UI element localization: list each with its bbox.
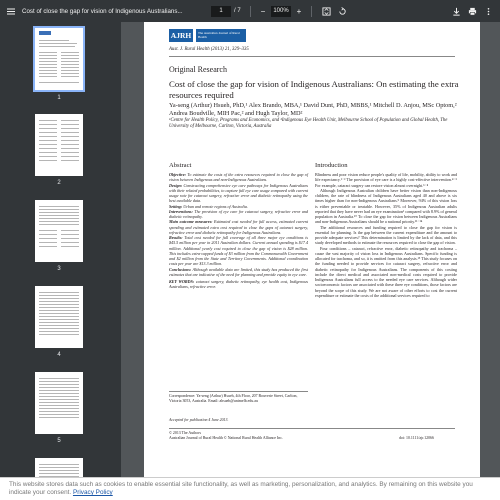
toolbar-divider — [311, 6, 312, 17]
thumbnail-page-number: 2 — [57, 180, 61, 186]
thumbnail-page-number: 4 — [57, 352, 61, 358]
pdf-toolbar — [0, 0, 500, 22]
print-icon[interactable] — [464, 0, 480, 22]
page-thumbnail[interactable] — [35, 114, 83, 176]
thumbnail-page-number: 1 — [57, 95, 61, 101]
page-total: / 7 — [234, 8, 241, 14]
thumbnail-sidebar — [0, 22, 121, 500]
article-section: Original Research — [169, 65, 227, 74]
page-thumbnail[interactable] — [35, 372, 83, 434]
doi: doi: 10.1111/ajr.12066 — [399, 436, 434, 440]
fit-page-icon[interactable] — [318, 0, 334, 22]
divider — [169, 428, 455, 429]
thumbnail-page-number: 3 — [57, 266, 61, 272]
more-options-icon[interactable] — [480, 0, 496, 22]
citation: Aust. J. Rural Health (2013) 21, 329–335 — [169, 47, 249, 52]
menu-icon[interactable] — [0, 0, 22, 22]
cookie-text: This website stores data such as cookies to enable essential site functionality, as well as marketing, personalization, and analytics. By remaining on this website you indicate your consent. Privacy Policy — [9, 481, 473, 496]
divider — [169, 391, 308, 392]
intro-paragraph: Blindness and poor vision reduce people's quality of life, mobility, ability to work and life expectancy.¹⁻³ The provision of eye care is a highly cost-effective intervention.⁴⁻⁶ For example, cataract surgery can restore vision almost overnight.⁶⁻⁸ — [315, 172, 457, 188]
article-title: Cost of close the gap for vision of Indigenous Australians: On estimating the extra resources required — [169, 79, 459, 100]
intro-paragraph: The additional resources and funding required to close the gap for vision is essential for planning. Is the gap between the current expenditure and the amount to provide adequate services? This determination is limited by the lack of data, and this study developed methods to estimate the resources required to close the gap of vision. — [315, 224, 457, 246]
download-icon[interactable] — [448, 0, 464, 22]
article-authors: Ya-seng (Arthur) Hsueh, PhD,¹ Alex Brando, MBA,¹ David Dunt, PhD, MBBS,¹ Mitchell D. Anjou, MSc Optom,² Andrea Boudville, MIH Pac,² and Hugh Taylor, MD² — [169, 102, 457, 117]
abstract-text: Objective: To estimate the costs of the extra resources required to close the gap of vision between Indigenous and non-Indigenous Australians. Design: Constructing comprehensive eye care pathways for Indigenous Australians with their related probabilities, to capture full eye care usage compared with current usage rate for cataract surgery, refractive error and diabetic retinopathy using the best available data. Setting: Urban and remote regions of Australia. Interventions: The provision of eye care for cataract surgery, refractive error and diabetic retinopathy. Main outcome measures: Estimated cost needed for full access, estimated current spending and estimated extra cost required to close the gaps of cataract surgery, refractive error and diabetic retinopathy for Indigenous Australians. Results: Total cost needed for full coverage of all three major eye conditions is $45.5 million per year in 2011 Australian dollars. Current annual spending is $17.4 million. Additional yearly cost required to close the gap of vision is $28 million. This includes extra-capped funds of $3 million from the Commonwealth Government and $2 million from the State and Territory Governments. Additional coordination costs per year are $13.3 million. Conclusions: Although available data are limited, this study has produced the first estimates that are indicative of the need for planning and provide equity in eye care. KEY WORDS: cataract surgery, diabetic retinopathy, eye health cost, Indigenous Australians, refractive error. — [169, 172, 309, 290]
rotate-icon[interactable] — [334, 0, 350, 22]
toolbar-divider — [250, 6, 251, 17]
zoom-level-input[interactable]: 100% — [271, 6, 291, 17]
page-thumbnail[interactable] — [35, 200, 83, 262]
introduction-column — [315, 162, 457, 298]
pdf-page — [144, 22, 480, 477]
journal-name: The Australian Journal of Rural Health — [196, 29, 246, 42]
author-affiliation: ¹Centre for Health Policy, Programs and Economics, and ²Indigenous Eye Health Unit, Melbourne School of Population and Global Health, The University of Melbourne, Carlton, Victoria, Australia — [169, 118, 448, 129]
accepted-date: Accepted for publication 4 June 2013. — [169, 418, 229, 422]
thumbnail-page-number: 5 — [57, 438, 61, 444]
document-title: Cost of close the gap for vision of Indigenous Australians... — [22, 7, 183, 15]
correspondence: Correspondence: Ya-seng (Arthur) Hsueh, 4th Floor, 207 Bouverie Street, Carlton, Victoria 3053, Australia. Email: ahsueh@unimelb.edu.au — [169, 394, 298, 403]
page-number-input[interactable]: 1 — [211, 6, 231, 17]
abstract-column — [169, 162, 308, 290]
intro-paragraph: Although Indigenous Australian children have better vision than non-Indigenous children, the rate of blindness of Indigenous Australians aged 40 and above is six times higher than for non-Indigenous Australians.⁹ Moreover, 94% of this vision loss is either preventable or treatable. However, 35% of Indigenous Australian adults reported that they have never had an eye examination¹ compared with 8.9% of general population in Australia.¹⁰ To close the gap for vision between Indigenous Australians and non-Indigenous Australians should be a national priority.¹¹⁻¹⁴ — [315, 187, 457, 225]
zoom-out-button[interactable]: − — [260, 6, 266, 16]
privacy-policy-link[interactable]: Privacy Policy — [72, 489, 113, 496]
page-thumbnail[interactable] — [35, 286, 83, 348]
copyright: © 2013 The Authors Australian Journal of Rural Health © National Rural Health Alliance Inc. — [169, 431, 283, 440]
journal-logo: AJRH — [170, 31, 192, 40]
abstract-heading: Abstract — [169, 162, 192, 169]
page-thumbnail[interactable] — [35, 28, 83, 90]
cookie-banner — [0, 477, 500, 500]
zoom-in-button[interactable]: + — [296, 6, 302, 16]
intro-paragraph: Four conditions – cataract, refractive error, diabetic retinopathy and trachoma – cause the vast majority of vision loss in Indigenous Australians. Specific funding is allocated for trachoma, and so, it is omitted from this analysis.¹⁵ This study focuses on the funding needed to provide services for cataract surgery, refractive error and diabetic retinopathy for Indigenous Australians. The components of this costing include the direct medical and associated non-medical costs required to provide Indigenous Australians full access to the needed eye care services. Although wider socioeconomic factors are associated with these three eye conditions, those factors are beyond the scope of this study. We are not aware of other efforts to cost the current expenditure or estimate the costs of the additional services required to — [315, 245, 457, 298]
divider — [169, 56, 455, 57]
introduction-heading: Introduction — [315, 162, 348, 169]
